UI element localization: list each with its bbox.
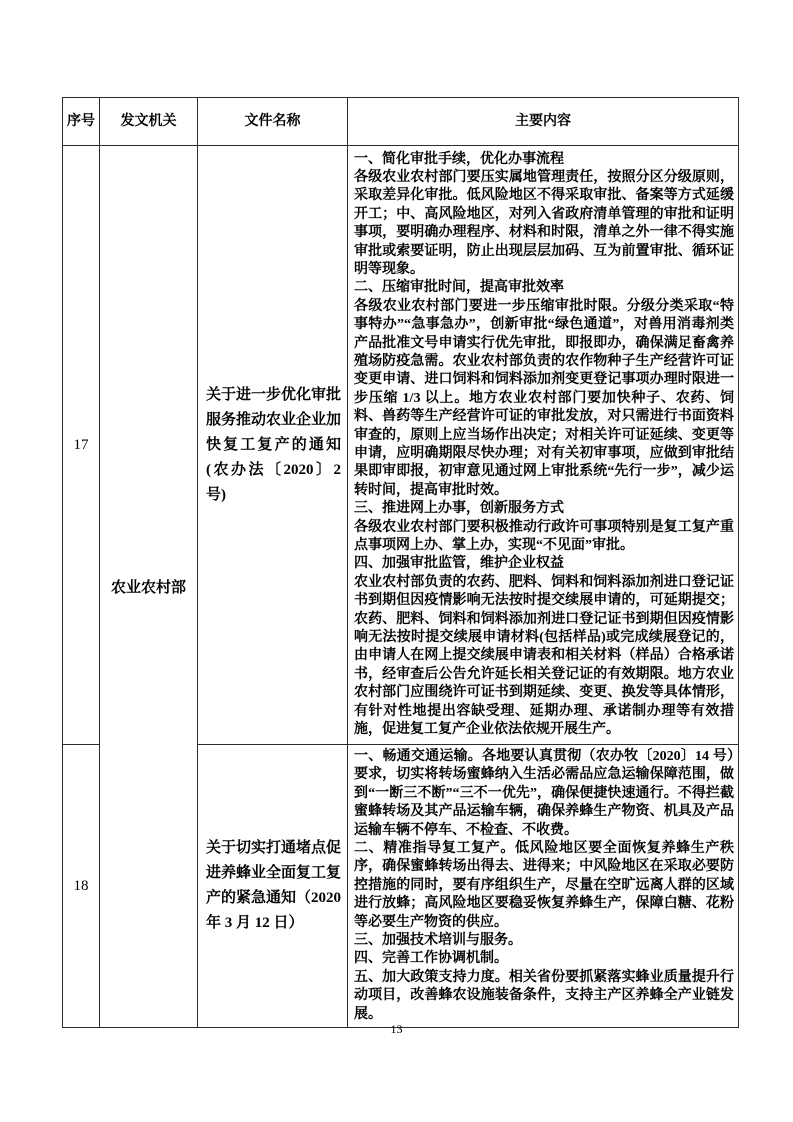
row-index: 18 <box>63 745 100 1028</box>
content-paragraph: 四、完善工作协调机制。 <box>354 951 508 967</box>
content-paragraph: 五、加大政策支持力度。相关省份要抓紧落实蜂业质量提升行动项目，改善蜂农设施装备条件，支持主产区养蜂全产业链发展。 <box>354 969 734 1022</box>
content-paragraph: 一、简化审批手续，优化办事流程 <box>354 151 564 167</box>
doc-name-cell: 关于进一步优化审批服务推动农业企业加快复工复产的通知(农办法〔2020〕2 号) <box>198 146 348 745</box>
content-paragraph: 三、加强技术培训与服务。 <box>354 933 522 949</box>
content-cell <box>348 146 739 745</box>
content-paragraph: 三、推进网上办事，创新服务方式 <box>354 501 564 517</box>
agency-cell: 农业农村部 <box>100 146 198 1028</box>
page-number: 13 <box>390 1022 403 1036</box>
content-paragraph: 各级农业农村部门要进一步压缩审批时限。分级分类采取“特事特办”“急事急办”，创新审批“绿色通道”，对兽用消毒剂类产品批准文号申请实行优先审批，即报即办，确保满足畜禽养殖场防疫急需。农业农村部负责的农作物种子生产经营许可证变更申请、进口饲料和饲料添加剂变更登记事项办理时限进一步压缩 1/3 以上。地方农业农村部门要加快种子、农药、饲料、兽药等生产经营许可证的审批发放，对只需进行书面资料审查的，原则上应当场作出决定；对相关许可证延续、变更等申请，应明确期限尽快办理；对有关初审事项，应做到审批结果即审即报，初审意见通过网上审批系统“先行一步”，减少运转时间，提高审批时效。 <box>354 298 734 498</box>
content-paragraph: 一、畅通交通运输。各地要认真贯彻（农办牧〔2020〕14 号）要求，切实将转场蜜蜂纳入生活必需品应急运输保障范围，做到“一断三不断”“三不一优先”，确保便捷快速通行。不得拦截蜜蜂转场及其产品运输车辆，确保养蜂生产物资、机具及产品运输车辆不停车、不检查、不收费。 <box>354 749 734 838</box>
doc-name-cell: 关于切实打通堵点促进养蜂业全面复工复产的紧急通知（2020 年 3 月 12 日） <box>198 745 348 1028</box>
content-paragraph: 各级农业农村部门要积极推动行政许可事项特别是复工复产重点事项网上办、掌上办，实现“不见面”审批。 <box>354 519 734 554</box>
header-col-index: 序号 <box>63 98 100 146</box>
row-index: 17 <box>63 146 100 745</box>
header-col-content: 主要内容 <box>348 98 739 146</box>
content-paragraph: 各级农业农村部门要压实属地管理责任，按照分区分级原则，采取差异化审批。低风险地区不得采取审批、备案等方式延缓开工；中、高风险地区，对列入省政府清单管理的审批和证明事项，要明确办理程序、材料和时限，清单之外一律不得实施审批或索要证明，防止出现层层加码、互为前置审批、循环证明等现象。 <box>354 169 734 277</box>
content-paragraph: 四、加强审批监管，维护企业权益 <box>354 556 564 572</box>
table-header-row <box>63 98 739 146</box>
table-row <box>63 146 739 745</box>
content-cell <box>348 745 739 1028</box>
content-paragraph: 二、精准指导复工复产。低风险地区要全面恢复养蜂生产秩序，确保蜜蜂转场出得去、进得来；中风险地区在采取必要防控措施的同时，要有序组织生产，尽量在空旷远离人群的区域进行放蜂；高风险地区要稳妥恢复养蜂生产，保障白糖、花粉等必要生产物资的供应。 <box>354 841 734 930</box>
header-col-agency: 发文机关 <box>100 98 198 146</box>
header-col-docname: 文件名称 <box>198 98 348 146</box>
content-paragraph: 农业农村部负责的农药、肥料、饲料和饲料添加剂进口登记证书到期但因疫情影响无法按时提交续展申请的，可延期提交；农药、肥料、饲料和饲料添加剂进口登记证书到期但因疫情影响无法按时提交续展申请材料(包括样品)或完成续展登记的，由申请人在网上提交续展申请表和相关材料（样品）合格承诺书，经审查后公告允许延长相关登记证的有效期限。地方农业农村部门应围绕许可证书到期延续、变更、换发等具体情形，有针对性地提出容缺受理、延期办理、承诺制办理等有效措施，促进复工复产企业依法依规开展生产。 <box>354 574 734 738</box>
regulations-table <box>62 97 739 1028</box>
content-paragraph: 二、压缩审批时间，提高审批效率 <box>354 280 564 296</box>
